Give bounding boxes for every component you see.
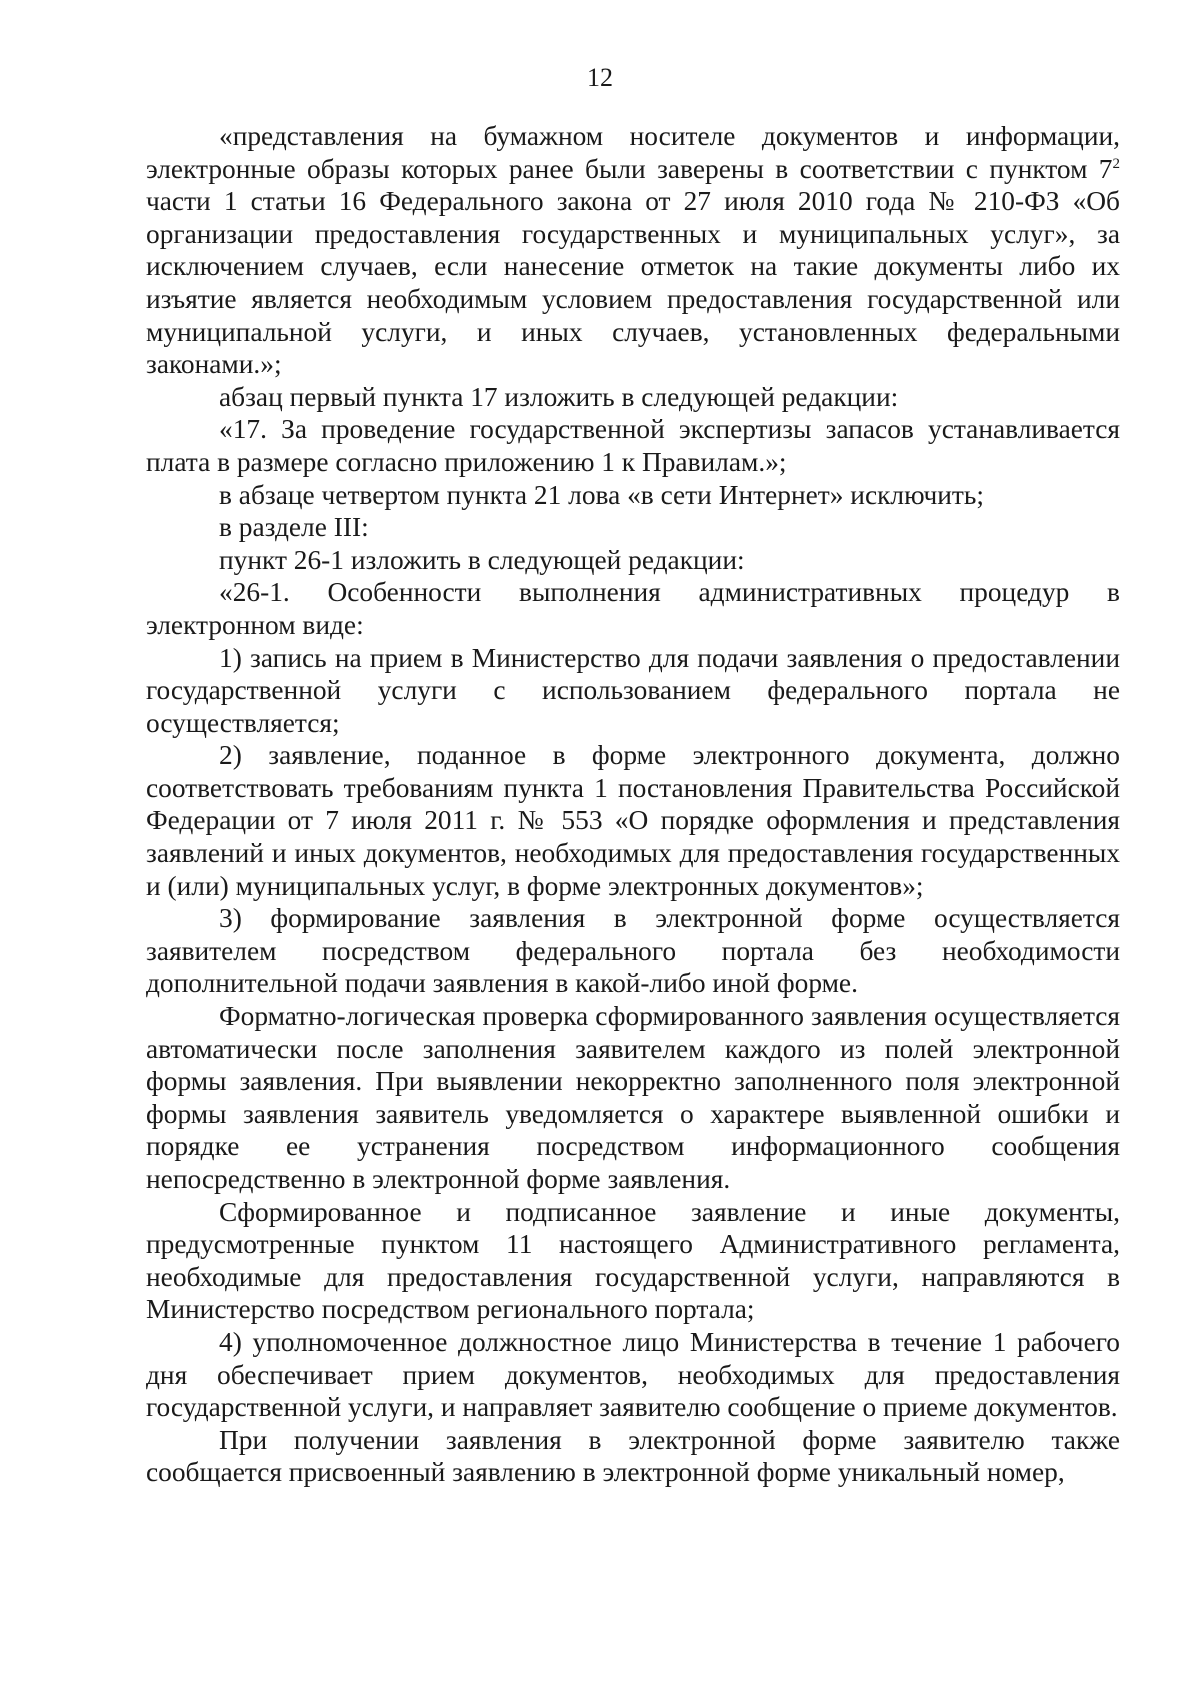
paragraph-12: Сформированное и подписанное заявление и иные документы, предусмотренные пунктом 11 настоящего Административного регламента, необходимые для предоставления государственной услуги, направляются в Министерство посредством регионального портала; [146,1196,1120,1325]
paragraph-10: 3) формирование заявления в электронной форме осуществляется заявителем посредством федерального портала без необходимости дополнительной подачи заявления в какой-либо иной форме. [146,903,1120,999]
superscript-2: 2 [1112,155,1120,172]
paragraph-5: в разделе III: [219,512,369,543]
paragraph-9: 2) заявление, поданное в форме электронного документа, должно соответствовать требованиям пункта 1 постановления Правительства Российской Федерации от 7 июля 2011 г. № 553 «О порядке оформления и представления заявлений и иных документов, необходимых для предоставления государственных и (или) муниципальных услуг, в форме электронных документов»; [146,740,1120,901]
paragraph-1 [146,120,1120,381]
paragraph-11: Форматно-логическая проверка сформированного заявления осуществляется автоматически после заполнения заявителем каждого из полей электронной формы заявления. При выявлении некорректно заполненного поля электронной формы заявления заявитель уведомляется о характере выявленной ошибки и порядке ее устранения посредством информационного сообщения непосредственно в электронной форме заявления. [146,1001,1120,1194]
paragraph-6: пункт 26-1 изложить в следующей редакции: [219,544,745,575]
paragraph-1-text-a: «представления на бумажном носителе документов и информации, электронные образы которых ранее были заверены в соответствии с пунктом 7 [146,121,1120,184]
paragraph-14: При получении заявления в электронной форме заявителю также сообщается присвоенный заявлению в электронной форме уникальный номер, [146,1424,1120,1488]
paragraph-7: «26-1. Особенности выполнения административных процедур в электронном виде: [146,577,1120,640]
paragraph-3: «17. За проведение государственной экспертизы запасов устанавливается плата в размере согласно приложению 1 к Правилам.»; [146,414,1120,477]
page-number: 12 [587,63,613,92]
paragraph-8: 1) запись на прием в Министерство для подачи заявления о предоставлении государственной услуги с использованием федерального портала не осуществляется; [146,642,1120,738]
paragraph-2: абзац первый пункта 17 изложить в следующей редакции: [219,381,899,412]
paragraph-13: 4) уполномоченное должностное лицо Министерства в течение 1 рабочего дня обеспечивает прием документов, необходимых для предоставления государственной услуги, и направляет заявителю сообщение о приеме документов. [146,1326,1120,1423]
paragraph-4: в абзаце четвертом пункта 21 лова «в сети Интернет» исключить; [219,479,984,510]
document-body [146,120,1120,1489]
paragraph-1-text-b: части 1 статьи 16 Федерального закона от 27 июля 2010 года № 210-ФЗ «Об организации предоставления государственных и муниципальных услуг», за исключением случаев, если нанесение отметок на такие документы либо их изъятие является необходимым условием предоставления государственной или муниципальной услуги, и иных случаев, установленных федеральными законами.»; [146,186,1120,380]
